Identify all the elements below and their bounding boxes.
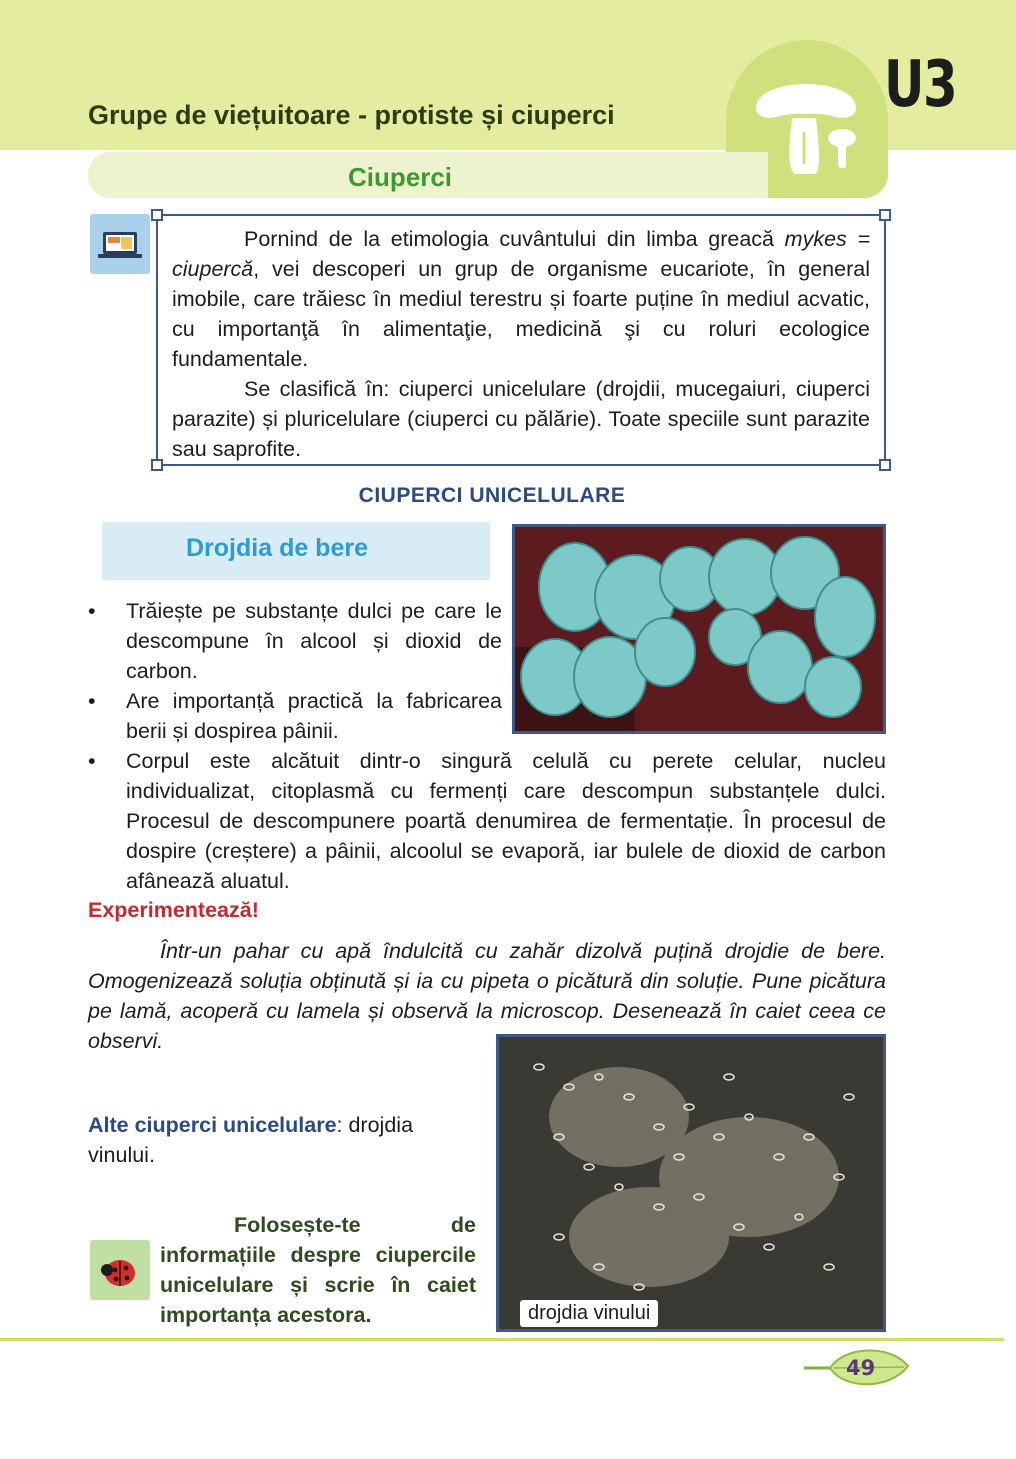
chapter-title: Grupe de viețuitoare - protiste și ciuperci	[88, 100, 615, 130]
experiment-title: Experimentează!	[88, 898, 259, 922]
bullet-list	[88, 596, 886, 896]
other-unicellular	[88, 1110, 472, 1170]
task-text	[160, 1210, 476, 1330]
brewer-yeast-title: Drojdia de bere	[186, 534, 368, 562]
laptop-icon	[90, 214, 150, 274]
footer-line	[0, 1338, 1004, 1341]
task-paragraph: Folosește-te de informațiile despre ciupercile unicelulare și scrie în caiet importanța acestora.	[160, 1213, 476, 1327]
list-item: • Are importanță practică la fabricarea berii și dospirea pâinii.	[88, 686, 502, 746]
list-item: • Trăiește pe substanțe dulci pe care le descompune în alcool și dioxid de carbon.	[88, 596, 502, 686]
unicellular-heading	[0, 484, 1016, 508]
wine-yeast-photo	[496, 1034, 886, 1332]
intro-paragraph-2: Se clasifică în: ciuperci unicelulare (drojdii, mucegaiuri, ciuperci parazite) și pluricelulare (ciuperci cu pălărie). Toate speciile sunt parazite sau saprofite.	[172, 377, 870, 461]
photo-caption: drojdia vinului	[520, 1300, 658, 1327]
intro-text: Pornind de la etimologia cuvântului din limba greacă	[244, 227, 774, 251]
ladybug-icon	[90, 1240, 150, 1300]
list-item: • Corpul este alcătuit dintr-o singură celulă cu perete celular, nucleu individualizat, citoplasmă cu fermenți care descompun substanțele dulci. Procesul de descompunere poartă denumirea de fermentație. În procesul de dospire (creștere) a pâinii, alcoolul se evaporă, iar bulele de dioxid de carbon afânează aluatul.	[88, 746, 886, 896]
intro-box	[156, 214, 886, 466]
other-unicellular-text: : drojdia vinului.	[88, 1113, 414, 1167]
experiment-paragraph: Într-un pahar cu apă îndulcită cu zahăr dizolvă puțină drojdie de bere. Omogenizează soluția obținută și ia cu pipeta o picătură din soluție. Pune picătura pe lamă, acoperă cu lamela și observă la microscop. Desenează în caiet ceea ce observi.	[88, 939, 886, 1053]
unit-code: U3	[884, 48, 957, 122]
intro-paragraph-1	[172, 224, 870, 374]
intro-text-rest: , vei descoperi un grup de organisme eucariote, în general imobile, care trăiesc în mediul terestru și foarte puține în mediul acvatic, cu importanţă în alimentaţie, medicină şi cu roluri ecologice fundamentale.	[172, 257, 870, 371]
page-number: 49	[846, 1356, 876, 1380]
other-unicellular-label: Alte ciuperci unicelulare	[88, 1113, 337, 1137]
etymology-term: mykes = ciupercă	[172, 227, 871, 281]
section-title: Ciuperci	[348, 162, 453, 192]
unicellular-heading-text: CIUPERCI UNICELULARE	[358, 484, 626, 507]
